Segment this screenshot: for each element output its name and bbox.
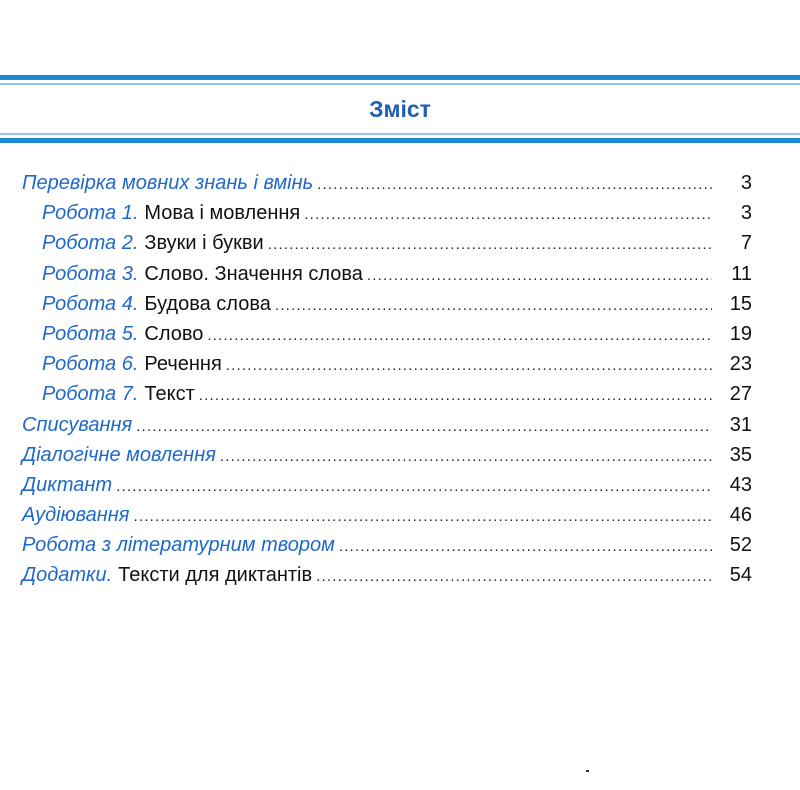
toc-entry-subtitle: Будова слова [144, 292, 271, 315]
toc-entry-subtitle: Слово. Значення слова [144, 262, 363, 285]
toc-entry-page: 23 [729, 353, 752, 376]
toc-entry-label: Додатки. [22, 564, 113, 587]
toc-entry-subtitle: Мова і мовлення [144, 202, 301, 225]
toc-entry[interactable] [22, 470, 752, 500]
dot-leader [136, 412, 712, 442]
dot-leader [207, 321, 712, 351]
toc-entry-label: Робота 4. [42, 292, 139, 315]
toc-entry[interactable] [22, 410, 752, 440]
toc-entry-subtitle: Слово [144, 322, 204, 345]
toc-entry-label: Робота 3. [42, 262, 139, 285]
toc-entry-label: Робота 7. [42, 383, 139, 406]
toc-entry-page: 7 [740, 232, 752, 255]
dot-leader [220, 442, 712, 472]
page-title: Зміст [369, 96, 431, 122]
dot-leader [133, 502, 712, 532]
toc-entry[interactable] [22, 198, 752, 228]
toc-entry-page: 3 [740, 202, 752, 225]
header-rule-bottom-thin [0, 133, 800, 135]
toc-entry-page: 52 [729, 534, 752, 557]
toc-entry[interactable] [22, 319, 752, 349]
toc-entry[interactable] [22, 349, 752, 379]
toc-entry-label: Діалогічне мовлення [22, 443, 216, 466]
toc-entry-label: Робота 2. [42, 232, 139, 255]
toc-entry-page: 54 [729, 564, 752, 587]
toc-entry-label: Диктант [22, 473, 113, 496]
toc-entry-label: Робота 6. [42, 353, 139, 376]
toc-entry-page: 31 [729, 413, 752, 436]
header-band [0, 70, 800, 148]
dot-leader [226, 351, 712, 381]
toc-entry-label: Робота 5. [42, 322, 139, 345]
header-rule-top [0, 75, 800, 80]
toc-entry[interactable] [22, 289, 752, 319]
toc-entry-page: 27 [729, 383, 752, 406]
toc-entry-page: 3 [740, 172, 752, 194]
toc-entry[interactable] [22, 228, 752, 258]
scan-mark [586, 770, 589, 772]
dot-leader [316, 562, 712, 592]
toc-entry-subtitle: Звуки і букви [144, 232, 264, 255]
dot-leader [317, 170, 712, 200]
dot-leader [116, 472, 712, 502]
toc-entry[interactable] [22, 259, 752, 289]
toc-entry-page: 19 [729, 322, 752, 345]
toc-entry[interactable] [22, 379, 752, 409]
toc-entry[interactable] [22, 168, 752, 198]
dot-leader [268, 230, 712, 260]
dot-leader [199, 381, 712, 411]
toc-entry[interactable] [22, 530, 752, 560]
toc-entry-label: Робота з літературним твором [22, 534, 335, 557]
toc-entry[interactable] [22, 440, 752, 470]
toc-entry-page: 35 [729, 443, 752, 466]
toc-entry-label: Робота 1. [42, 202, 139, 225]
table-of-contents [22, 168, 752, 591]
toc-entry-page: 15 [729, 292, 752, 315]
dot-leader [304, 200, 712, 230]
header-rule-bottom [0, 138, 800, 143]
header-rule-top-thin [0, 83, 800, 85]
dot-leader [367, 261, 712, 291]
toc-entry-label: Аудіювання [22, 504, 130, 527]
toc-entry-page: 11 [731, 262, 752, 285]
toc-entry[interactable] [22, 500, 752, 530]
toc-entry-label: Перевірка мовних знань і вмінь [22, 172, 314, 194]
toc-entry-subtitle: Речення [144, 353, 222, 376]
dot-leader [275, 291, 712, 321]
toc-entry-page: 43 [729, 473, 752, 496]
toc-entry[interactable] [22, 560, 752, 590]
toc-entry-label: Списування [22, 413, 133, 436]
dot-leader [339, 532, 712, 562]
toc-entry-subtitle: Тексти для диктантів [118, 564, 313, 587]
toc-entry-page: 46 [729, 504, 752, 527]
toc-entry-subtitle: Текст [144, 383, 195, 406]
